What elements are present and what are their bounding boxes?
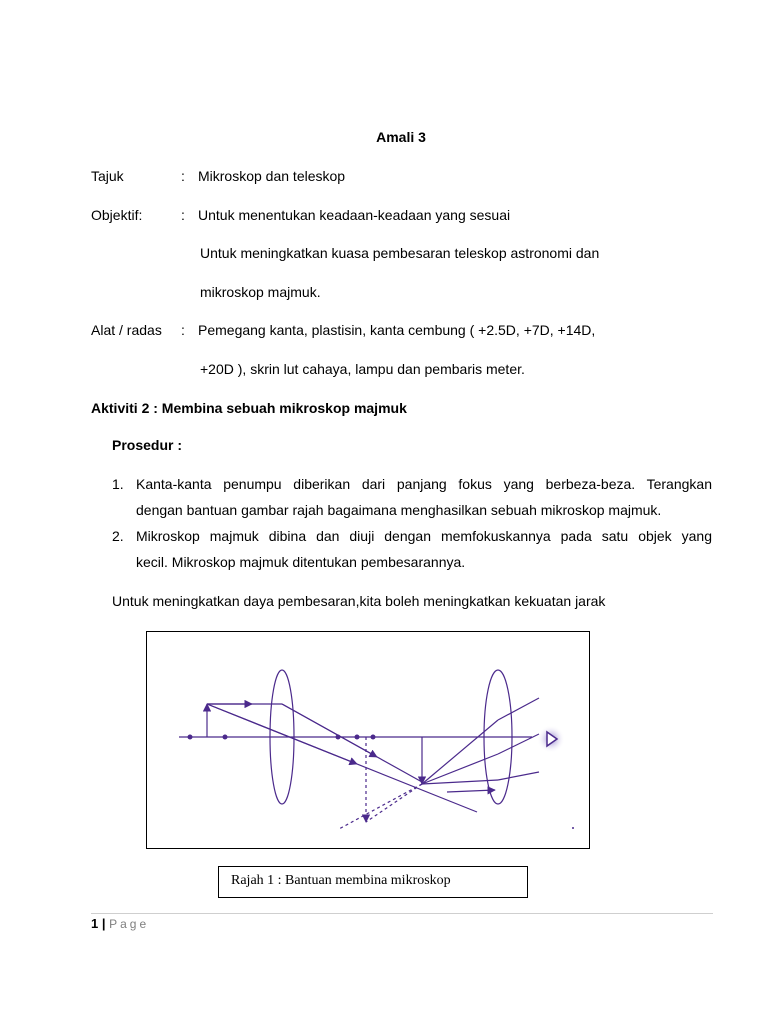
objektif-line-2: Untuk meningkatkan kuasa pembesaran teleskop astronomi dan xyxy=(200,245,600,261)
tajuk-value: Mikroskop dan teleskop xyxy=(198,168,346,184)
step-1-number: 1. xyxy=(112,476,124,492)
procedure-step-1 xyxy=(112,471,712,523)
footer-separator: | xyxy=(101,916,106,931)
focal-point xyxy=(371,735,376,740)
step-1-line-2: dengan bantuan gambar rajah bagaimana menghasilkan sebuah mikroskop majmuk. xyxy=(136,502,662,518)
page-footer xyxy=(91,916,149,931)
objektif-label: Objektif: xyxy=(91,207,143,223)
procedure-heading: Prosedur : xyxy=(112,437,183,453)
page-word: Page xyxy=(109,917,150,931)
page-number: 1 xyxy=(91,916,99,931)
tajuk-colon: : xyxy=(181,168,185,184)
alat-colon: : xyxy=(181,322,185,338)
figure-caption: Rajah 1 : Bantuan membina mikroskop xyxy=(218,866,528,898)
page-title: Amali 3 xyxy=(376,129,426,145)
step-2-line-1: Mikroskop majmuk dibina dan diuji dengan memfokuskannya pada satu objek yang xyxy=(136,528,712,544)
footer-divider xyxy=(91,913,713,914)
focal-point xyxy=(336,735,341,740)
microscope-ray-diagram xyxy=(147,632,589,848)
microscope-figure xyxy=(146,631,590,849)
objektif-line-1: Untuk menentukan keadaan-keadaan yang sesuai xyxy=(198,207,511,223)
step-2-number: 2. xyxy=(112,528,124,544)
objektif-colon: : xyxy=(181,207,185,223)
focal-point xyxy=(355,735,360,740)
magnification-note: Untuk meningkatkan daya pembesaran,kita boleh meningkatkan kekuatan jarak xyxy=(112,593,606,609)
focal-point xyxy=(223,735,228,740)
objektif-line-3: mikroskop majmuk. xyxy=(200,284,321,300)
focal-point xyxy=(188,735,193,740)
tajuk-label: Tajuk xyxy=(91,168,124,184)
activity-heading: Aktiviti 2 : Membina sebuah mikroskop majmuk xyxy=(91,400,407,416)
procedure-step-2 xyxy=(112,523,712,575)
alat-label: Alat / radas xyxy=(91,322,162,338)
step-2-line-2: kecil. Mikroskop majmuk ditentukan pembesarannya. xyxy=(136,554,466,570)
alat-line-2: +20D ), skrin lut cahaya, lampu dan pembaris meter. xyxy=(200,361,525,377)
alat-line-1: Pemegang kanta, plastisin, kanta cembung ( +2.5D, +7D, +14D, xyxy=(198,322,596,338)
step-1-line-1: Kanta-kanta penumpu diberikan dari panjang fokus yang berbeza-beza. Terangkan xyxy=(136,476,712,492)
